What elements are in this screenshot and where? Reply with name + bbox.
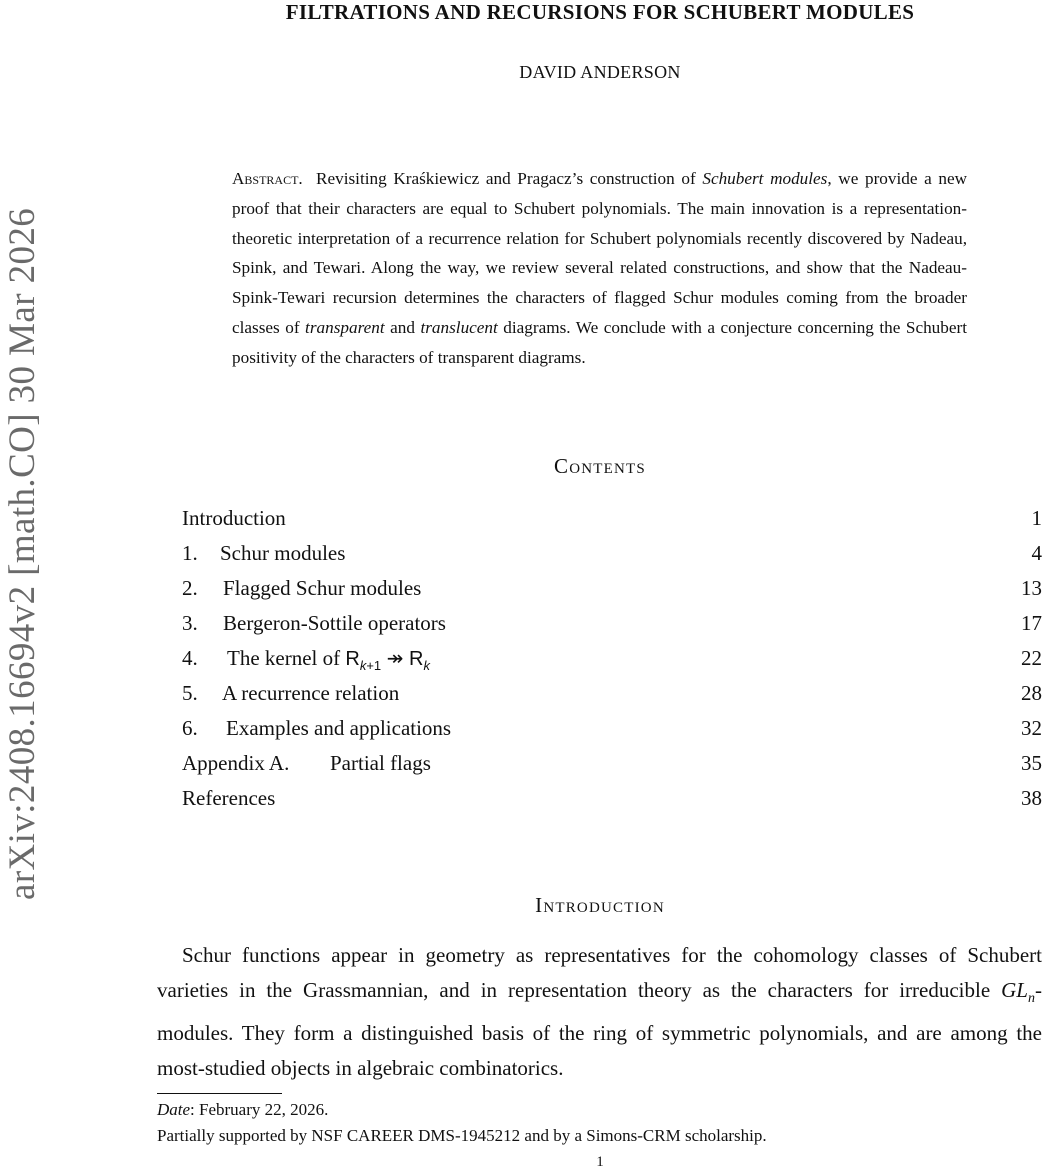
intro-text: -modules. They form a distinguished basis of the ring of symmetric polynomials, and are among the most-studied objects in algebraic combinatorics. <box>157 978 1042 1080</box>
toc-page: 1 <box>1032 503 1042 533</box>
introduction-heading: Introduction <box>0 893 1042 918</box>
abstract-text: , we provide a new proof that their characters are equal to Schubert polynomials. The main innovation is a representation-theoretic interpretation of a recurrence relation for Schubert polynomials recently discovered by Nadeau, Spink, and Tewari. Along the way, we review several related constructions, and show that the Nadeau-Spink-Tewari recursion determines the characters of flagged Schur modules coming from the broader classes of <box>232 169 967 337</box>
toc-number: Appendix A. <box>182 748 330 778</box>
abstract-text: diagrams. We conclude with a conjecture concerning the Schubert positivity of the characters of transparent diagrams. <box>232 318 967 367</box>
toc-page: 35 <box>1021 748 1042 778</box>
toc-page: 17 <box>1021 608 1042 638</box>
toc-math-formula: $R_{k+1}$ ↠ $R_k$ <box>345 648 430 670</box>
arxiv-stamp: arXiv:2408.16694v2 [math.CO] 30 Mar 2026 <box>1 208 44 900</box>
abstract-label: Abstract. <box>232 169 303 188</box>
toc-entry-references[interactable] <box>182 783 1042 813</box>
toc-title: References <box>182 786 275 810</box>
toc-entry-introduction[interactable] <box>182 503 1042 533</box>
abstract-text: Revisiting Kraśkiewicz and Pragacz’s construction of <box>316 169 702 188</box>
toc-page: 28 <box>1021 678 1042 708</box>
toc-entry-schur-modules[interactable] <box>182 538 1042 568</box>
toc-number: 3. <box>182 608 223 638</box>
toc-page: 13 <box>1021 573 1042 603</box>
toc-number: 2. <box>182 573 223 603</box>
contents-heading: Contents <box>0 454 1042 479</box>
introduction-paragraph <box>157 938 1042 1086</box>
toc-entry-recurrence[interactable] <box>182 678 1042 708</box>
toc-page: 38 <box>1021 783 1042 813</box>
abstract <box>232 164 967 373</box>
abstract-emph: translucent <box>420 318 497 337</box>
toc-number: 5. <box>182 678 222 708</box>
toc-title: Flagged Schur modules <box>223 576 421 600</box>
toc-entry-examples[interactable] <box>182 713 1042 743</box>
intro-math: $GL_n$ <box>1001 978 1035 1002</box>
toc-entry-bergeron-sottile[interactable] <box>182 608 1042 638</box>
toc-title: The kernel of <box>227 646 345 670</box>
toc-title: Bergeron-Sottile operators <box>223 611 446 635</box>
intro-text: Schur functions appear in geometry as representatives for the cohomology classes of Schubert varieties in the Grassmannian, and in representation theory as the characters for irreducible <box>157 943 1042 1002</box>
toc-number: 1. <box>182 538 220 568</box>
toc-title: Examples and applications <box>226 716 451 740</box>
page-number: 1 <box>0 1154 1042 1171</box>
abstract-emph: Schubert modules <box>702 169 827 188</box>
author-name: DAVID ANDERSON <box>0 62 1042 83</box>
toc-title: Schur modules <box>220 541 345 565</box>
toc-entry-appendix[interactable] <box>182 748 1042 778</box>
abstract-text: and <box>385 318 421 337</box>
toc-number: 6. <box>182 713 226 743</box>
paper-title: FILTRATIONS AND RECURSIONS FOR SCHUBERT MODULES <box>0 0 1042 25</box>
toc-number: 4. <box>182 643 227 673</box>
toc-page: 4 <box>1032 538 1042 568</box>
toc-title: Introduction <box>182 506 286 530</box>
toc-page: 32 <box>1021 713 1042 743</box>
footnote-support: Partially supported by NSF CAREER DMS-1945212 and by a Simons-CRM scholarship. <box>157 1126 767 1146</box>
footnote-rule <box>157 1093 282 1094</box>
toc-entry-kernel[interactable] <box>182 643 1042 673</box>
toc-page: 22 <box>1021 643 1042 673</box>
abstract-emph: transparent <box>305 318 385 337</box>
toc-title: A recurrence relation <box>222 681 399 705</box>
footnote-date: Date: February 22, 2026. <box>157 1100 328 1120</box>
toc-title: Partial flags <box>330 751 431 775</box>
toc-entry-flagged-schur-modules[interactable] <box>182 573 1042 603</box>
